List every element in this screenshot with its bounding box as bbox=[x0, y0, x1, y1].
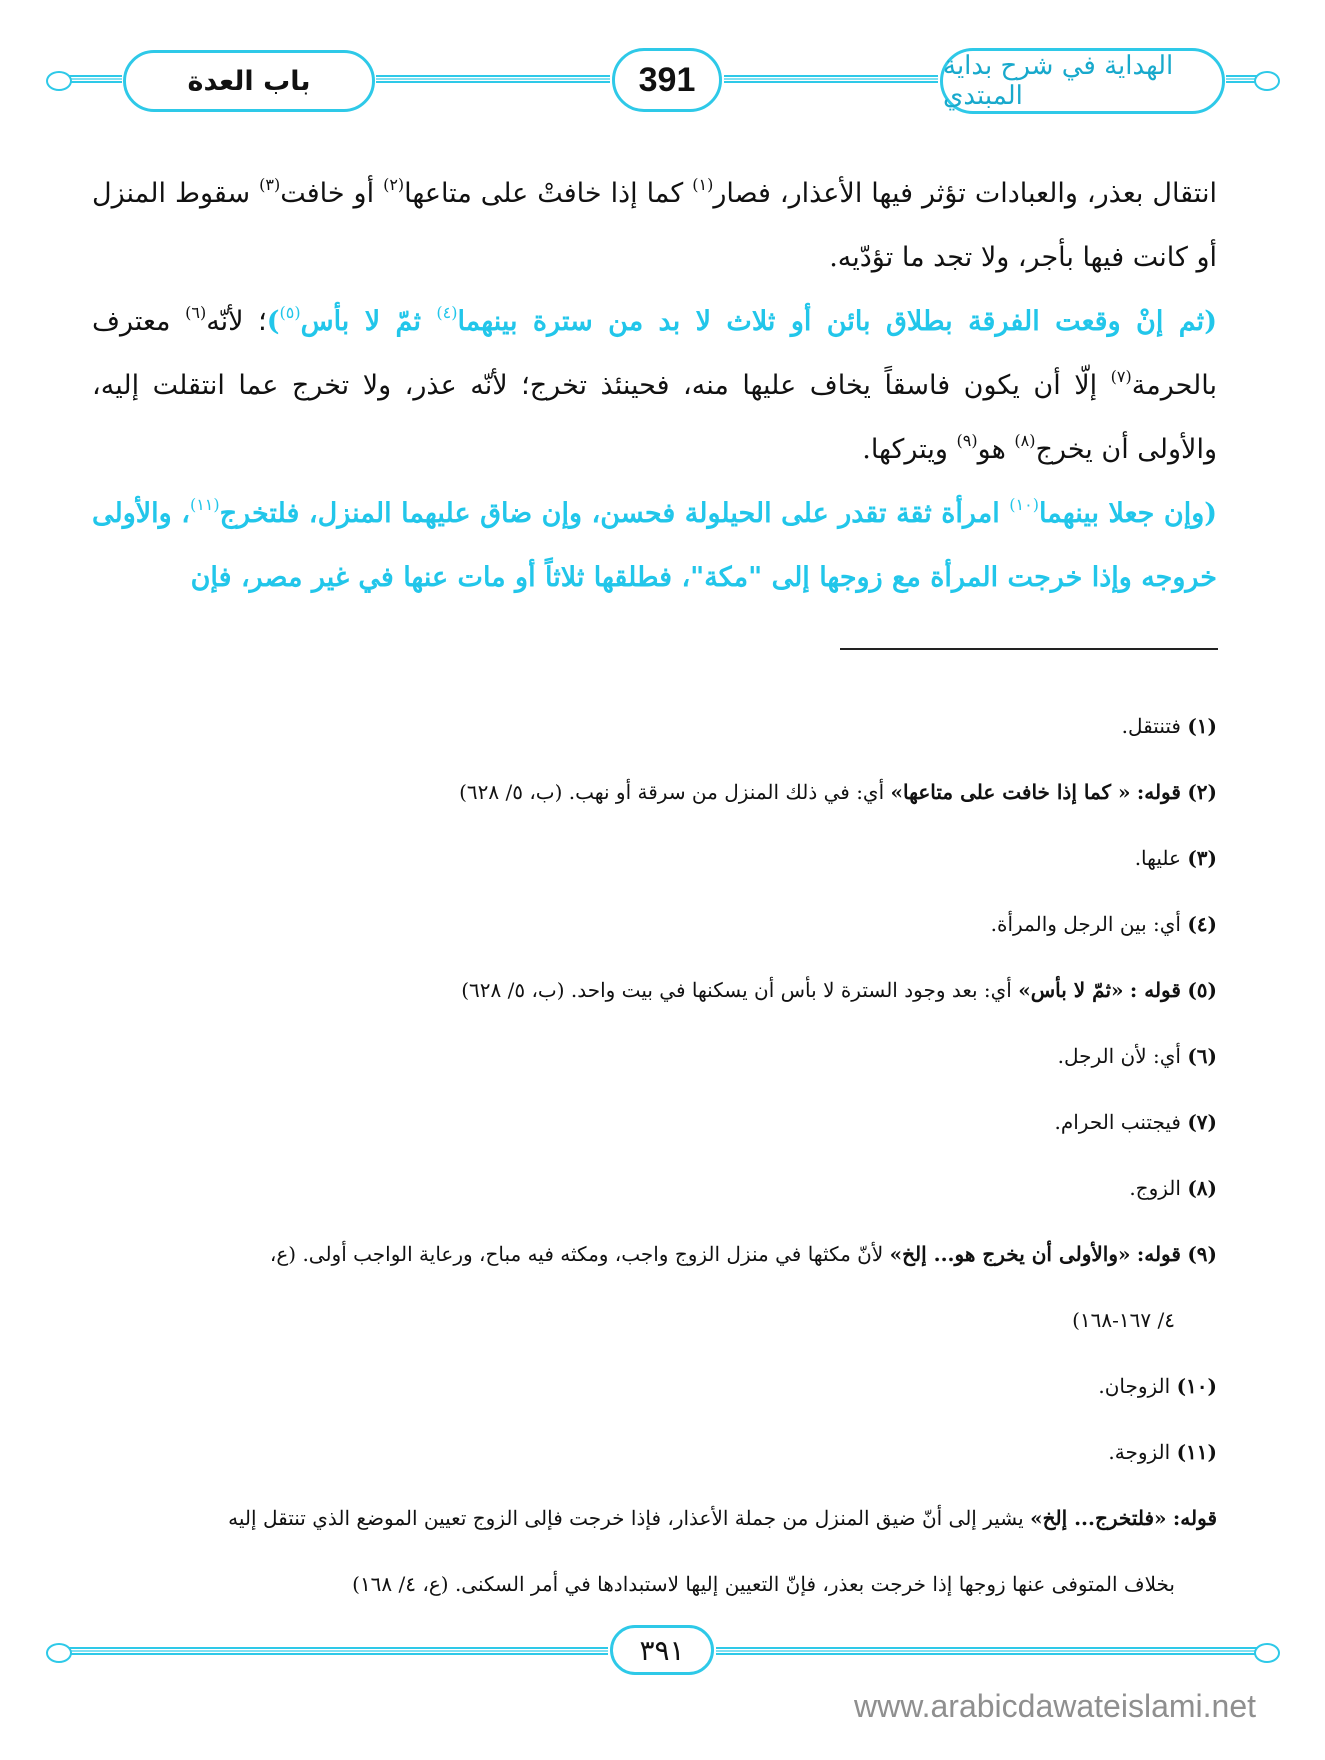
header-rule-center-left bbox=[376, 74, 610, 84]
footnote-label: قوله: bbox=[1136, 780, 1181, 804]
footnote-separator bbox=[840, 648, 1218, 650]
sharh-text: إلّا أن يكون فاسقاً يخاف عليها منه، فحينئذ تخرج؛ لأنّه عذر، ولا تخرج عما انتقلت إليه، والأولى أن يخرج bbox=[92, 370, 1217, 465]
sharh-text: كما إذا خافتْ على متاعها bbox=[404, 178, 693, 209]
footer-rule-left bbox=[60, 1646, 608, 1656]
footnote-number: (٨) bbox=[1187, 1176, 1217, 1200]
footnote-number: (٧) bbox=[1187, 1110, 1217, 1134]
footnote-number: (١٠) bbox=[1176, 1374, 1217, 1398]
header-rule-center-right bbox=[724, 74, 938, 84]
footnote-item bbox=[92, 891, 1217, 957]
footnote-reference[interactable]: (١) bbox=[692, 175, 714, 194]
footnote-label: قوله : bbox=[1129, 978, 1181, 1002]
matn-text: (وإن جعلا بينهما bbox=[1038, 498, 1218, 529]
matn-text: امرأة ثقة تقدر على الحيلولة فحسن، وإن ضاق عليهما المنزل، فلتخرج bbox=[219, 498, 1010, 529]
footnote-number: (٢) bbox=[1187, 780, 1217, 804]
footer-rule-right bbox=[716, 1646, 1262, 1656]
margin-note-text: يشير إلى أنّ ضيق المنزل من جملة الأعذار، فإذا خرجت فإلى الزوج تعيين الموضع الذي تنتقل إليه bbox=[228, 1506, 1024, 1530]
sharh-text: أو خافت bbox=[280, 178, 384, 209]
footnote-number: (١١) bbox=[1176, 1440, 1217, 1464]
footnote-number: (٥) bbox=[1187, 978, 1217, 1002]
footer-page-number: ٣٩١ bbox=[610, 1625, 714, 1675]
footnote-quoted: « كما إذا خافت على متاعها» bbox=[890, 780, 1131, 804]
footnote-text: أي: بين الرجل والمرأة. bbox=[990, 912, 1181, 936]
footnote-text: فيجتنب الحرام. bbox=[1054, 1110, 1181, 1134]
matn-text: ثمّ لا بأس bbox=[300, 306, 437, 337]
footnote-continuation: ٤/ ١٦٧-١٦٨) bbox=[1072, 1308, 1175, 1332]
matn-text: (ثم إنْ وقعت الفرقة بطلاق بائن أو ثلاث لا بد من سترة بينهما bbox=[457, 306, 1217, 337]
footnote-text: الزوج. bbox=[1129, 1176, 1181, 1200]
footnote-text: أي: في ذلك المنزل من سرقة أو نهب. (ب، ٥/ ٦٢٨) bbox=[459, 780, 885, 804]
footnote-reference[interactable]: (٩) bbox=[956, 431, 978, 450]
ornament-left-icon bbox=[46, 71, 72, 91]
footnote-number: (٤) bbox=[1187, 912, 1217, 936]
sharh-text: سقوط المنزل أو كانت فيها بأجر، ولا تجد ما تؤدّيه. bbox=[92, 178, 1217, 273]
footnote-item bbox=[92, 1089, 1217, 1155]
main-text bbox=[92, 162, 1217, 610]
footnote-label: قوله: bbox=[1136, 1242, 1181, 1266]
footer-ornament-right-icon bbox=[1254, 1643, 1280, 1663]
footnote-reference[interactable]: (٢) bbox=[383, 175, 405, 194]
footnote-item bbox=[92, 957, 1217, 1023]
footnote-quoted: «ثمّ لا بأس» bbox=[1018, 978, 1124, 1002]
footnote-number: (١) bbox=[1187, 714, 1217, 738]
matn-text: ، والأولى خروجه وإذا خرجت المرأة مع زوجها إلى "مكة"، فطلقها ثلاثاً أو مات عنها في غير مصر، فإن bbox=[92, 498, 1217, 593]
footnote-text: أي: بعد وجود السترة لا بأس أن يسكنها في بيت واحد. (ب، ٥/ ٦٢٨) bbox=[461, 978, 1012, 1002]
footnote-reference[interactable]: (١١) bbox=[189, 495, 220, 514]
footnote-item bbox=[92, 1221, 1217, 1287]
footnote-item bbox=[92, 1023, 1217, 1089]
footnote-text: لأنّ مكثها في منزل الزوج واجب، ومكثه فيه مباح، ورعاية الواجب أولى. (ع، bbox=[269, 1242, 884, 1266]
footnote-item bbox=[92, 759, 1217, 825]
footnote-text: الزوجة. bbox=[1108, 1440, 1171, 1464]
book-title: الهداية في شرح بداية المبتدي bbox=[940, 48, 1225, 114]
sharh-text: معترف بالحرمة bbox=[92, 306, 1217, 401]
body-paragraph bbox=[92, 162, 1217, 290]
body-paragraph bbox=[92, 290, 1217, 482]
footnotes bbox=[92, 693, 1217, 1617]
footnote-text: فتنتقل. bbox=[1121, 714, 1181, 738]
footnote-number: (٦) bbox=[1187, 1044, 1217, 1068]
footnote-text: عليها. bbox=[1134, 846, 1181, 870]
website-url[interactable]: www.arabicdawateislami.net bbox=[854, 1688, 1256, 1724]
ornament-right-icon bbox=[1254, 71, 1280, 91]
footnote-reference[interactable]: (٨) bbox=[1014, 431, 1036, 450]
footnote-reference[interactable]: (٤) bbox=[436, 303, 458, 322]
sharh-text: انتقال بعذر، والعبادات تؤثر فيها الأعذار، فصار bbox=[713, 178, 1218, 209]
footnote-number: (٩) bbox=[1187, 1242, 1217, 1266]
footnote-reference[interactable]: (٦) bbox=[185, 303, 207, 322]
footnote-reference[interactable]: (٥) bbox=[279, 303, 301, 322]
footnote-number: (٣) bbox=[1187, 846, 1217, 870]
sharh-text: ؛ لأنّه bbox=[206, 306, 267, 337]
margin-note-continuation: بخلاف المتوفى عنها زوجها إذا خرجت بعذر، فإنّ التعيين إليها لاستبدادها في أمر السكنى. (ع، ٤/ ١٦٨) bbox=[352, 1572, 1175, 1596]
footnote-reference[interactable]: (٧) bbox=[1110, 367, 1132, 386]
footnote-item bbox=[92, 1155, 1217, 1221]
footnote-quoted: «والأولى أن يخرج هو... إلخ» bbox=[889, 1242, 1131, 1266]
footnote-item bbox=[92, 1353, 1217, 1419]
matn-text: ) bbox=[266, 306, 280, 337]
footnote-reference[interactable]: (٣) bbox=[259, 175, 281, 194]
chapter-title: باب العدة bbox=[123, 50, 375, 112]
footnote-item bbox=[92, 693, 1217, 759]
margin-note-label: قوله: bbox=[1172, 1506, 1217, 1530]
footnote-reference[interactable]: (١٠) bbox=[1009, 495, 1039, 514]
sharh-text: ويتركها. bbox=[862, 434, 957, 465]
footnote-text: الزوجان. bbox=[1098, 1374, 1171, 1398]
footnote-item bbox=[92, 825, 1217, 891]
margin-note-quoted: «فلتخرج... إلخ» bbox=[1030, 1506, 1167, 1530]
page-number: 391 bbox=[612, 48, 722, 112]
footnote-item bbox=[92, 1419, 1217, 1485]
margin-note bbox=[92, 1485, 1217, 1551]
footer-ornament-left-icon bbox=[46, 1643, 72, 1663]
body-paragraph bbox=[92, 482, 1217, 610]
sharh-text: هو bbox=[977, 434, 1015, 465]
footnote-text: أي: لأن الرجل. bbox=[1057, 1044, 1181, 1068]
